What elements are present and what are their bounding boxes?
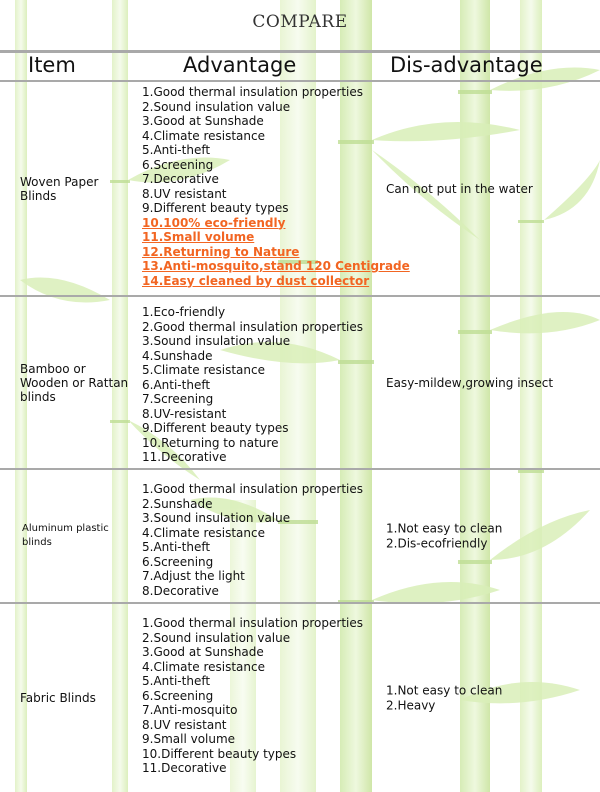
list-item: Can not put in the water: [386, 181, 533, 196]
list-item: 6.Anti-theft: [142, 377, 211, 392]
list-item: 8.UV resistant: [142, 717, 227, 732]
table-row: [0, 604, 600, 792]
list-item: 10.Different beauty types: [142, 746, 297, 761]
list-item: 2.Sound insulation value: [142, 99, 291, 114]
list-item: 9.Different beauty types: [142, 201, 289, 215]
list-item: 2.Sound insulation value: [142, 630, 291, 645]
list-item: 7.Decorative: [142, 172, 219, 186]
list-item: 5.Anti-theft: [142, 674, 211, 688]
list-item: 7.Adjust the light: [142, 569, 245, 583]
list-item: 2.Heavy: [386, 698, 436, 712]
item-name: Bamboo or Wooden or Rattan blinds: [20, 361, 129, 404]
list-item: 1.Not easy to clean: [386, 683, 503, 698]
item-name: Aluminum plastic blinds: [22, 523, 109, 548]
list-item: 5.Anti-theft: [142, 143, 211, 157]
list-item: 9.Small volume: [142, 732, 236, 746]
disadvantage-list: [386, 684, 502, 713]
table-row: [0, 470, 600, 602]
list-item: 1.Good thermal insulation properties: [142, 482, 363, 496]
list-item: 10.Returning to nature: [142, 435, 279, 450]
disadvantage-list: [386, 181, 533, 196]
list-item: 2.Dis-ecofriendly: [386, 536, 488, 550]
advantage-list: [142, 482, 363, 598]
list-item: 11.Decorative: [142, 761, 227, 775]
highlighted-list-item: 14.Easy cleaned by dust collector: [142, 273, 370, 288]
list-item: 1.Good thermal insulation properties: [142, 616, 363, 630]
page-title: COMPARE: [252, 12, 348, 32]
item-name: Woven Paper Blinds: [20, 174, 99, 203]
list-item: 4.Climate resistance: [142, 128, 265, 143]
list-item: 3.Sound insulation value: [142, 511, 291, 525]
highlighted-list-item: 13.Anti-mosquito,stand 120 Centigrade: [142, 259, 410, 273]
list-item: 3.Good at Sunshade: [142, 114, 264, 128]
list-item: 7.Anti-mosquito: [142, 703, 238, 717]
list-item: 11.Decorative: [142, 450, 227, 464]
advantage-list: [142, 85, 410, 288]
highlighted-list-item: 12.Returning to Nature: [142, 244, 300, 259]
list-item: 6.Screening: [142, 688, 214, 703]
list-item: 8.UV resistant: [142, 186, 227, 201]
highlighted-list-item: 10.100% eco-friendly: [142, 215, 286, 230]
list-item: 8.Decorative: [142, 583, 219, 598]
advantage-list: [142, 616, 363, 776]
column-header-disadvantage: Dis-advantage: [390, 53, 543, 77]
highlighted-list-item: 11.Small volume: [142, 230, 255, 244]
list-item: 3.Sound insulation value: [142, 334, 291, 348]
list-item: 9.Different beauty types: [142, 421, 289, 435]
list-item: 1.Eco-friendly: [142, 305, 226, 319]
list-item: 4.Climate resistance: [142, 659, 265, 674]
list-item: 2.Good thermal insulation properties: [142, 319, 363, 334]
list-item: 1.Not easy to clean: [386, 521, 503, 536]
list-item: 6.Screening: [142, 157, 214, 172]
list-item: 7.Screening: [142, 392, 214, 406]
list-item: 2.Sunshade: [142, 496, 213, 511]
table-row: [0, 297, 600, 468]
list-item: 6.Screening: [142, 554, 214, 569]
list-item: 4.Sunshade: [142, 348, 213, 363]
list-item: 5.Climate resistance: [142, 363, 265, 377]
list-item: 3.Good at Sunshade: [142, 645, 264, 659]
disadvantage-list: [386, 375, 553, 390]
list-item: Easy-mildew,growing insect: [386, 375, 554, 390]
item-name: Fabric Blinds: [20, 691, 96, 705]
table-row: [0, 82, 600, 295]
disadvantage-list: [386, 522, 502, 551]
list-item: 5.Anti-theft: [142, 540, 211, 554]
list-item: 1.Good thermal insulation properties: [142, 85, 363, 99]
list-item: 4.Climate resistance: [142, 525, 265, 540]
list-item: 8.UV-resistant: [142, 406, 227, 421]
column-header-advantage: Advantage: [183, 53, 297, 77]
column-header-item: Item: [28, 53, 76, 77]
advantage-list: [142, 305, 363, 465]
